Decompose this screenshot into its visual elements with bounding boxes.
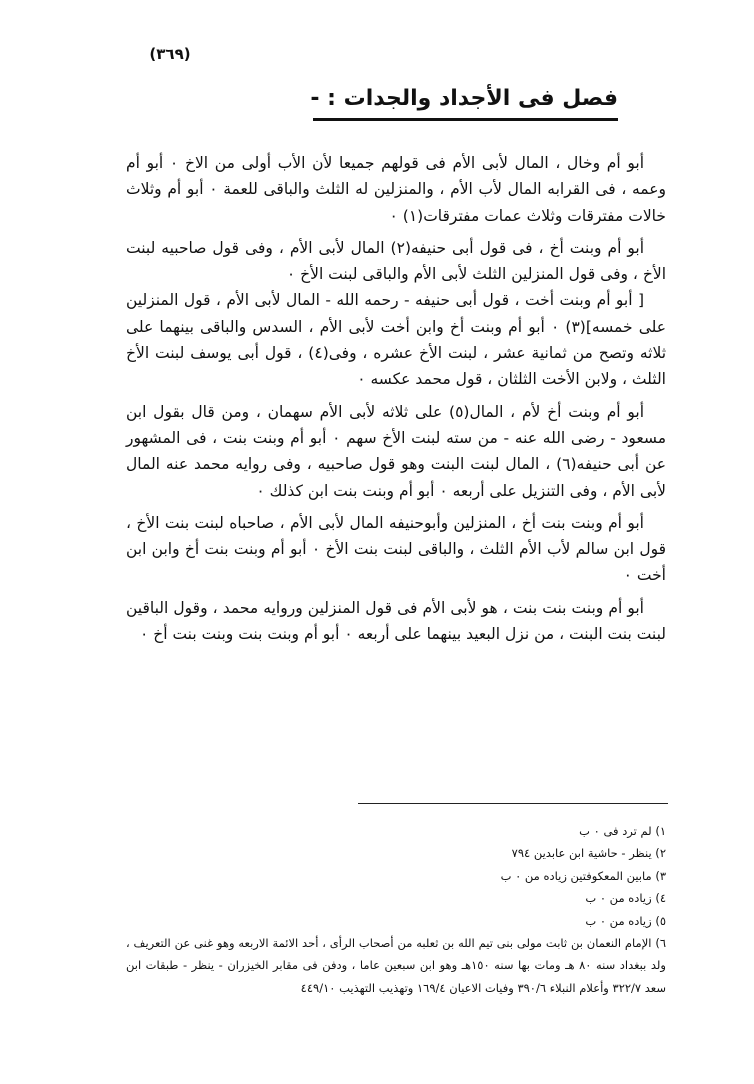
footnote: ٦) الإمام النعمان بن ثابت مولى بنى تيم الله بن ثعلبه من أصحاب الرأى ، أحد الائمة الاربعه وهو غنى عن التعريف ، ولد ببغداد سنه ٨٠ هـ ومات بها سنه ١٥٠هـ وهو ابن سبعين عاما ، ودفن فى مقابر الخيزران - ينظر - طبقات ابن سعد ٣٢٢/٧ وأعلام النبلاء ٣٩٠/٦ وفيات الاعيان ١٦٩/٤ وتهذيب التهذيب ٤٤٩/١٠ <box>126 936 666 995</box>
section-heading: فصل فى الأجداد والجدات : - <box>310 86 618 111</box>
footnote: ٥) زياده من ٠ ب <box>585 913 666 928</box>
footnotes <box>126 820 666 999</box>
footnote: ١) لم ترد فى ٠ ب <box>579 824 666 838</box>
paragraph: أبو أم وبنت بنت أخ ، المنزلين وأبوحنيفه المال لأبى الأم ، صاحباه لبنت بنت الأخ ، قول ابن سالم لأب الأم الثلث ، والباقى لبنت بنت الأخ ٠ أبو أم وبنت بنت أخ وابن ابن أخت ٠ <box>126 513 666 585</box>
footnote-separator <box>358 803 668 804</box>
main-text <box>126 150 666 647</box>
paragraph: أبو أم وخال ، المال لأبى الأم فى قولهم جميعا لأن الأب أولى من الاخ ٠ أبو أم وعمه ، فى القرابه المال لأب الأم ، والمنزلين له الثلث والباقى للعمة ٠ أبو أم وثلاث خالات مفترقات وثلاث عمات مفترقات(١) ٠ <box>126 154 666 225</box>
paragraph: أبو أم وبنت أخ ، فى قول أبى حنيفه(٢) المال لأبى الأم ، وفى قول صاحبيه لبنت الأخ ، وفى قول المنزلين الثلث لأبى الأم والباقى لبنت الأخ ٠ <box>126 238 666 284</box>
footnote: ٣) مابين المعكوفتين زياده من ٠ ب <box>500 868 666 883</box>
paragraph: أبو أم وبنت أخ لأم ، المال(٥) على ثلاثه لأبى الأم سهمان ، ومن قال بقول ابن مسعود - رضى الله عنه - من سته لبنت الأخ سهم ٠ أبو أم وبنت بنت ، فى المشهور عن أبى حنيفه(٦) ، المال لبنت البنت وهو قول صاحبيه ، وفى روايه محمد عنه المال لأبى الأم ، وفى التنزيل على أربعه ٠ أبو أم وبنت بنت ابن كذلك ٠ <box>126 402 666 500</box>
paragraph: [ أبو أم وبنت أخت ، قول أبى حنيفه - رحمه الله - المال لأبى الأم ، قول المنزلين على خمسه](٣) ٠ أبو أم وبنت أخ وابن أخت لأبى الأم ، السدس والباقى بينهما على ثلاثه وتصح من ثمانية عشر ، لبنت الأخ عشره ، وفى(٤) ، قول أبى يوسف لبنت الأخ الثلث ، ولابن الأخت الثلثان ، قول محمد عكسه ٠ <box>126 291 667 389</box>
heading-underline <box>313 118 618 121</box>
footnote: ٢) ينظر - حاشية ابن عابدين ٧٩٤ <box>511 846 666 861</box>
page-number: (٣٦٩) <box>149 45 191 63</box>
paragraph: أبو أم وبنت بنت بنت ، هو لأبى الأم فى قول المنزلين وروايه محمد ، وقول الباقين لبنت بنت البنت ، من نزل البعيد بينهما على أربعه ٠ أبو أم وبنت بنت وبنت بنت أخ ٠ <box>126 598 666 644</box>
footnote: ٤) زياده من ٠ ب <box>585 891 666 906</box>
